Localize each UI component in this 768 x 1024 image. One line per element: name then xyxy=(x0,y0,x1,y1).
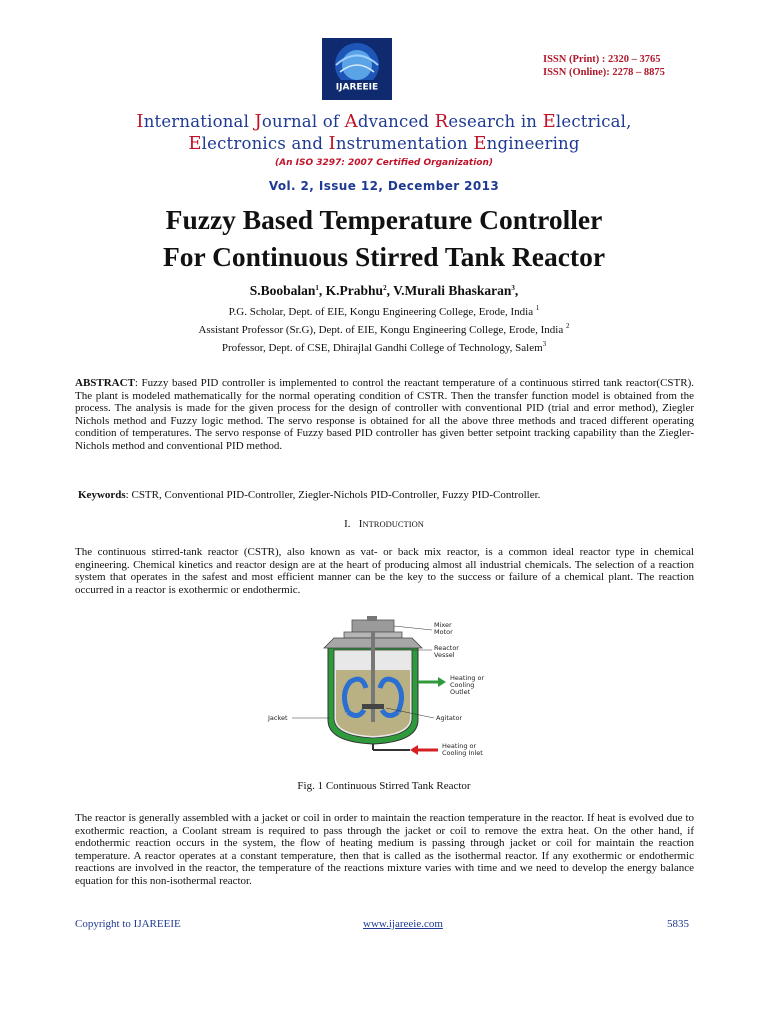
issn-block xyxy=(543,53,665,79)
mixer-motor xyxy=(352,620,394,632)
label-inlet-2: Cooling Inlet xyxy=(442,749,483,757)
volume-issue: Vol. 2, Issue 12, December 2013 xyxy=(268,179,500,193)
issn-online: ISSN (Online): 2278 – 8875 xyxy=(543,67,665,78)
cstr-figure xyxy=(262,616,520,764)
label-mixer-motor-2: Motor xyxy=(434,628,453,636)
abstract-text: : Fuzzy based PID controller is implemented to control the reactant temperature of a continuous stirred tank reactor(CSTR). The plant is modeled mathematically for the normal operating condition of CSTR. Then the transfer function model is obtained from the process. The analysis is made for the given process for the design of controller with conventional PID (trial and error method), Ziegler Nichols method and Fuzzy logic method. The servo response is obtained for all the above three methods and traced different operating condition of temperatures. The servo response of Fuzzy based PID controller has given better setpoint tracking capability than the Ziegler-Nichols method and conventional PID method. xyxy=(75,377,694,452)
label-outlet-2: Cooling xyxy=(450,681,475,689)
label-mixer-motor-1: Mixer xyxy=(434,621,452,629)
outlet-arrow xyxy=(438,677,446,687)
journal-logo xyxy=(322,38,392,100)
label-inlet-1: Heating or xyxy=(442,742,477,750)
introduction-paragraph: The continuous stirred-tank reactor (CSTR), also known as vat- or back mix reactor, is a common ideal reactor type in chemical engineering. Chemical kinetics and reactor design are at the heart of producing almost all industrial chemicals. The selection of a reaction system that operates in the safest and most efficient manner can be the key to the success or failure of a chemical plant. The reaction occurred in a reactor is exothermic or endothermic. xyxy=(75,546,694,596)
label-outlet-3: Outlet xyxy=(450,688,471,696)
label-reactor-vessel-1: Reactor xyxy=(434,644,459,652)
affiliation-3: Professor, Dept. of CSE, Dhirajlal Gandhi College of Technology, Salem$^3$ xyxy=(221,340,547,354)
journal-name-line1: International Journal of Advanced Research in Electrical, xyxy=(136,111,632,132)
label-outlet-1: Heating or xyxy=(450,674,485,682)
iso-note: (An ISO 3297: 2007 Certified Organization) xyxy=(275,158,493,168)
footer-website-link[interactable]: www.ijareeie.com xyxy=(363,918,443,930)
inlet-arrow xyxy=(410,745,418,755)
agitator-blade xyxy=(362,704,384,709)
section-heading-introduction: I. INTRODUCTION xyxy=(344,518,424,530)
footer-copyright: Copyright to IJAREEIE xyxy=(75,918,181,930)
footer-page-number: 5835 xyxy=(667,918,689,930)
journal-name-line2: Electronics and Instrumentation Engineering xyxy=(188,133,580,154)
abstract xyxy=(75,377,694,453)
affiliation-2: Assistant Professor (Sr.G), Dept. of EIE, Kongu Engineering College, Erode, India $^2$ xyxy=(198,322,570,336)
figure-caption: Fig. 1 Continuous Stirred Tank Reactor xyxy=(297,780,471,792)
body-paragraph: The reactor is generally assembled with a jacket or coil in order to maintain the reaction temperature in the reactor. If heat is evolved due to exothermic reaction, a Coolant stream is required to pass through the jacket or coil to remove the extra heat. On the other hand, if endothermic reaction occurs in the system, the flow of heating medium is passing through jacket or coil for maintain the reaction temperature. A reactor operates at a constant temperature, then that is called as the isothermal reactor. If any exothermic or endothermic reactions are involved in the reactor, the temperature of the reactions mixture varies with time and we need to develop the energy balance equation for this non-isothermal reactor. xyxy=(75,812,694,887)
label-reactor-vessel-2: Vessel xyxy=(434,651,455,659)
paper-title-line1: Fuzzy Based Temperature Controller xyxy=(165,204,603,235)
affiliation-1: P.G. Scholar, Dept. of EIE, Kongu Engineering College, Erode, India $^1$ xyxy=(228,304,540,318)
abstract-label: ABSTRACT xyxy=(75,377,135,389)
keywords-text: : CSTR, Conventional PID-Controller, Ziegler-Nichols PID-Controller, Fuzzy PID-Controller. xyxy=(125,489,541,501)
paper-title-line2: For Continuous Stirred Tank Reactor xyxy=(162,241,606,272)
logo-text: IJAREEIE xyxy=(335,82,379,93)
label-agitator: Agitator xyxy=(436,714,463,722)
issn-print: ISSN (Print) : 2320 – 3765 xyxy=(543,54,661,65)
label-jacket: Jacket xyxy=(268,714,288,722)
keywords-label: Keywords xyxy=(78,489,126,501)
author-list: S.Boobalan$^1$, K.Prabhu$^2$, V.Murali Bhaskaran$^3$, xyxy=(249,283,519,298)
keywords xyxy=(78,489,697,502)
